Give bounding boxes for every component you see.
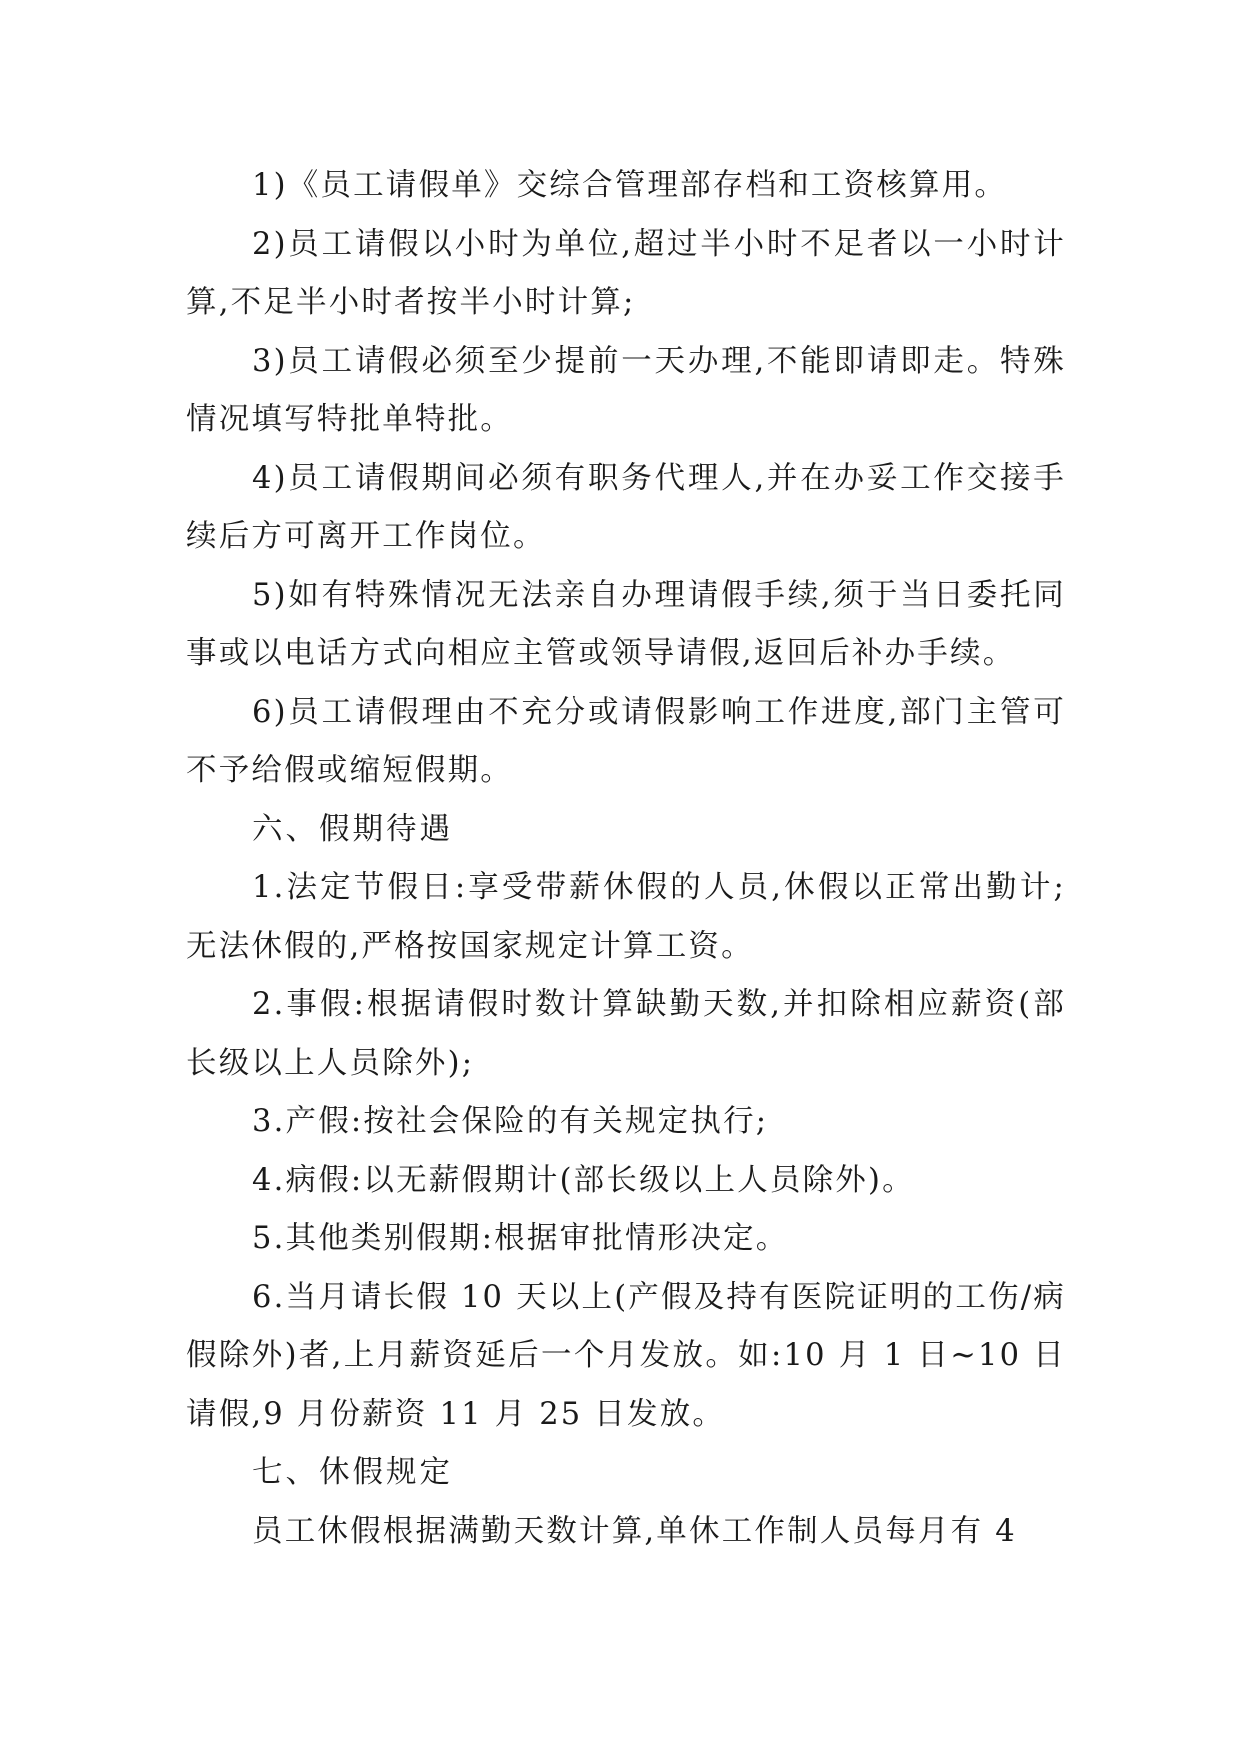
- paragraph-insufficient-reason: 6)员工请假理由不充分或请假影响工作进度,部门主管可不予给假或缩短假期。: [186, 694, 1066, 788]
- paragraph-other-leave: 5.其他类别假期:根据审批情形决定。: [252, 1221, 789, 1256]
- paragraph-maternity-leave: 3.产假:按社会保险的有关规定执行;: [252, 1104, 769, 1139]
- paragraph-leave-hour-unit: 2)员工请假以小时为单位,超过半小时不足者以一小时计算,不足半小时者按半小时计算;: [186, 226, 1066, 320]
- paragraph-vacation-calculation: 员工休假根据满勤天数计算,单休工作制人员每月有 4: [252, 1513, 1017, 1549]
- section-heading-vacation-rules: 七、休假规定: [252, 1455, 453, 1490]
- paragraph-special-circumstances: 5)如有特殊情况无法亲自办理请假手续,须于当日委托同事或以电话方式向相应主管或领导请假,返回后补办手续。: [186, 577, 1066, 671]
- paragraph-advance-notice: 3)员工请假必须至少提前一天办理,不能即请即走。特殊情况填写特批单特批。: [186, 343, 1066, 437]
- section-heading-leave-benefits: 六、假期待遇: [252, 811, 453, 847]
- paragraph-duty-agent: 4)员工请假期间必须有职务代理人,并在办妥工作交接手续后方可离开工作岗位。: [186, 460, 1066, 554]
- document-body: [186, 157, 1066, 1561]
- paragraph-sick-leave: 4.病假:以无薪假期计(部长级以上人员除外)。: [252, 1162, 915, 1198]
- paragraph-leave-form-filing: 1)《员工请假单》交综合管理部存档和工资核算用。: [252, 168, 1008, 203]
- paragraph-long-leave-salary: 6.当月请长假 10 天以上(产假及持有医院证明的工伤/病假除外)者,上月薪资延后一个月发放。如:10 月 1 日~10 日请假,9 月份薪资 11 月 25 日发放。: [186, 1279, 1066, 1432]
- paragraph-personal-leave: 2.事假:根据请假时数计算缺勤天数,并扣除相应薪资(部长级以上人员除外);: [186, 987, 1066, 1081]
- paragraph-statutory-holidays: 1.法定节假日:享受带薪休假的人员,休假以正常出勤计;无法休假的,严格按国家规定计算工资。: [186, 870, 1066, 964]
